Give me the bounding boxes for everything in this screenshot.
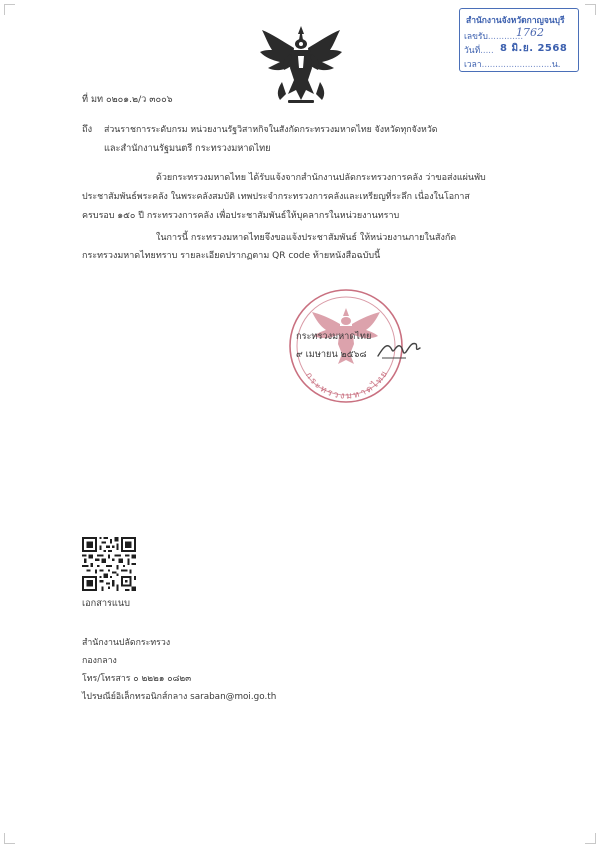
svg-text:กระทรวงมหาดไทย [303,368,391,402]
footer-office: สำนักงานปลัดกระทรวง [82,638,171,648]
stamp-date-row: วันที่..... 8 มิ.ย. 2568 [464,43,568,56]
stamp-office: สำนักงานจังหวัดกาญจนบุรี [466,16,565,26]
corner-mark [4,833,15,844]
stamp-number-value: 1762 [516,26,544,39]
seal-text: กระทรวงมหาดไทย [302,368,391,402]
footer-email: ไปรษณีย์อิเล็กทรอนิกส์กลาง saraban@moi.go.th [82,692,277,702]
paragraph-1-line-3: ครบรอบ ๑๕๐ ปี กระทรวงการคลัง เพื่อประชาสัมพันธ์ให้บุคลากรในหน่วยงานทราบ [82,211,400,221]
stamp-number-label: เลขรับ [464,32,488,42]
footer-division: กองกลาง [82,656,117,666]
corner-mark [4,4,15,15]
to-label: ถึง [82,124,93,135]
footer-phone: โทร/โทรสาร ๐ ๒๒๒๑ ๐๘๒๓ [82,674,192,684]
reference-number: ที่ มท ๐๒๐๑.๒/ว ๓๐๐๖ [82,94,173,105]
garuda-emblem [258,24,344,108]
stamp-date-value: 8 มิ.ย. 2568 [500,43,568,54]
recipients-line-2: และสำนักงานรัฐมนตรี กระทรวงมหาดไทย [104,143,271,154]
stamp-date-label: วันที่ [464,46,481,56]
paragraph-1-line-1: ด้วยกระทรวงมหาดไทย ได้รับแจ้งจากสำนักงานปลัดกระทรวงการคลัง ว่าขอส่งแผ่นพับ [156,173,486,183]
stamp-number-row: เลขรับ............. 1762 [464,26,544,42]
stamp-time-suffix: น. [551,60,561,70]
signature-ministry: กระทรวงมหาดไทย [296,331,372,342]
recipients-line-1: ส่วนราชการระดับกรม หน่วยงานรัฐวิสาหกิจในสังกัดกระทรวงมหาดไทย จังหวัดทุกจังหวัด [104,125,438,135]
signature-date: ๙ เมษายน ๒๕๖๘ [296,349,367,360]
receive-stamp [459,8,579,72]
qr-code [82,537,136,591]
stamp-time-label: เวลา [464,60,482,70]
handwritten-signature [376,336,424,362]
paragraph-2-line-2: กระทรวงมหาดไทยทราบ รายละเอียดปรากฏตาม QR code ท้ายหนังสือฉบับนี้ [82,251,381,261]
paragraph-2-line-1: ในการนี้ กระทรวงมหาดไทยจึงขอแจ้งประชาสัมพันธ์ ให้หน่วยงานภายในสังกัด [156,233,457,243]
paragraph-1-line-2: ประชาสัมพันธ์พระคลัง ในพระคลังสมบัติ เทพประจำกระทรวงการคลังและเหรียญที่ระลึก เนื่องในโอกาส [82,192,470,202]
attachment-label: เอกสารแนบ [82,598,130,609]
corner-mark [585,4,596,15]
stamp-time-row: เวลา..........................น. [464,60,561,70]
corner-mark [585,833,596,844]
